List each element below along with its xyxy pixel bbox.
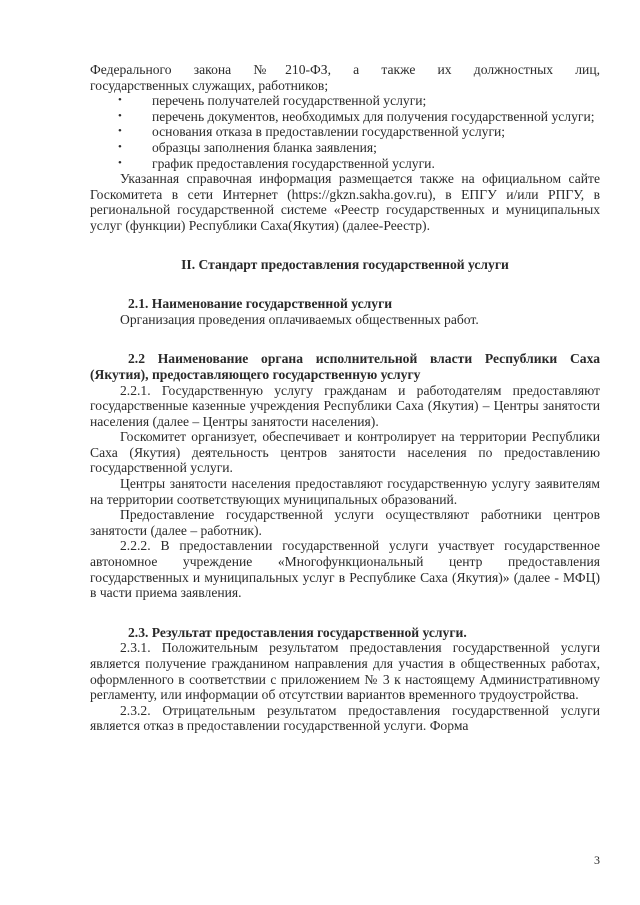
intro-line-2: государственных служащих, работников; [90,77,329,93]
paragraph-2-3-1: 2.3.1. Положительным результатом предоставления государственной услуги является получение гражданином направления для участия в общественных работах, оформленного в соответствии с приложением № 3 к настоящему Административному регламенту, или информации об отсутствии вариантов временного трудоустройства. [90,640,600,703]
list-item: • график предоставления государственной услуги. [90,156,600,172]
list-item: • образцы заполнения бланка заявления; [90,140,600,156]
intro-line-1: Федерального закона №210-ФЗ, а также их должностных лиц, [90,62,600,77]
paragraph-2-2-1: 2.2.1. Государственную услугу гражданам и работодателям предоставляют государственные казенные учреждения Республики Саха (Якутия) – Центры занятости населения (далее – Центры занятости населения). [90,382,600,429]
paragraph-centers: Центры занятости населения предоставляют государственную услугу заявителям на территории соответствующих муниципальных образований. [90,476,600,507]
paragraph-2-3-2: 2.3.2. Отрицательным результатом предоставления государственной услуги является отказ в предоставлении государственной услуги. Форма [90,702,600,734]
list-item: • перечень документов, необходимых для получения государственной услуги; [90,109,600,125]
subsection-2-3-heading: 2.3. Результат предоставления государственной услуги. [128,624,467,640]
list-item: • перечень получателей государственной услуги; [90,93,600,109]
list-item: • основания отказа в предоставлении государственной услуги; [90,124,600,140]
paragraph-2-2-2: 2.2.2. В предоставлении государственной услуги участвует государственное автономное учреждение «Многофункциональный центр предоставления государственных и муниципальных услуг в Республике Саха (Якутия)» (далее - МФЦ) в части приема заявления. [90,538,600,601]
info-bullet-list [90,93,600,171]
paragraph-goskomitet: Госкомитет организует, обеспечивает и контролирует на территории Республики Саха (Якутия) деятельность центров занятости населения по предоставлению государственной услуги. [90,429,600,476]
subsection-2-2-heading: 2.2 Наименование органа исполнительной власти Республики Саха (Якутия), предоставляющего государственную услугу [90,351,600,382]
subsection-2-1-heading: 2.1. Наименование государственной услуги [128,296,393,312]
paragraph-workers: Предоставление государственной услуги осуществляют работники центров занятости (далее – работник). [90,507,600,538]
section-title: II. Стандарт предоставления государственной услуги [181,256,509,272]
subsection-2-1-text: Организация проведения оплачиваемых общественных работ. [120,311,479,327]
page-number: 3 [594,853,600,868]
info-paragraph: Указанная справочная информация размещается также на официальном сайте Госкомитета в сети Интернет (https://gkzn.sakha.gov.ru), в ЕПГУ и/или РПГУ, в региональной государственной системе «Реестр государственных и муниципальных услуг (функции) Республики Саха(Якутия) (далее-Реестр). [90,171,600,233]
